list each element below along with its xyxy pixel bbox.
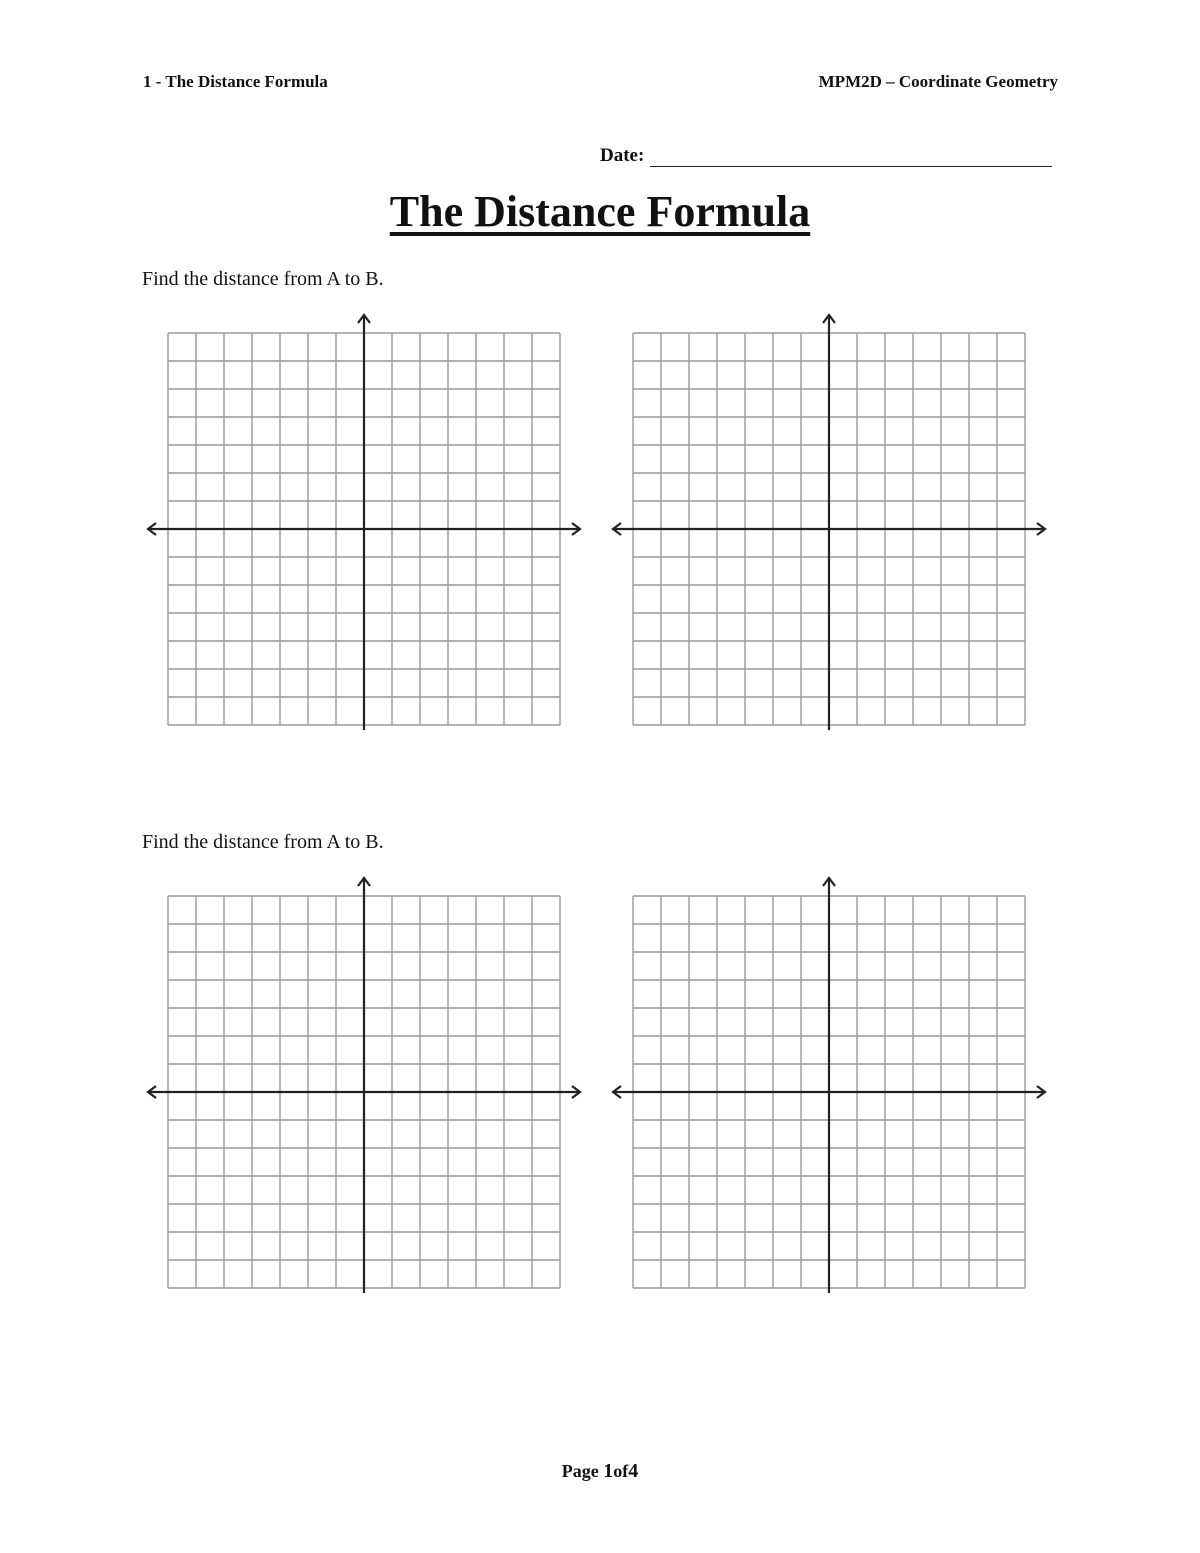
instruction-2: Find the distance from A to B. — [142, 831, 384, 853]
coordinate-grid-3[interactable] — [140, 873, 590, 1293]
date-label: Date: — [600, 145, 645, 166]
page-title: The Distance Formula — [389, 187, 811, 236]
page-number: Page 1of4 — [561, 1460, 639, 1482]
header-right: MPM2D – Coordinate Geometry — [818, 72, 1058, 91]
coordinate-grid-2[interactable] — [605, 310, 1055, 730]
header-left: 1 - The Distance Formula — [143, 72, 328, 91]
date-blank-line[interactable] — [650, 148, 1052, 167]
instruction-1: Find the distance from A to B. — [142, 268, 384, 290]
coordinate-grid-1[interactable] — [140, 310, 590, 730]
date-field — [600, 145, 1052, 167]
coordinate-grid-4[interactable] — [605, 873, 1055, 1293]
